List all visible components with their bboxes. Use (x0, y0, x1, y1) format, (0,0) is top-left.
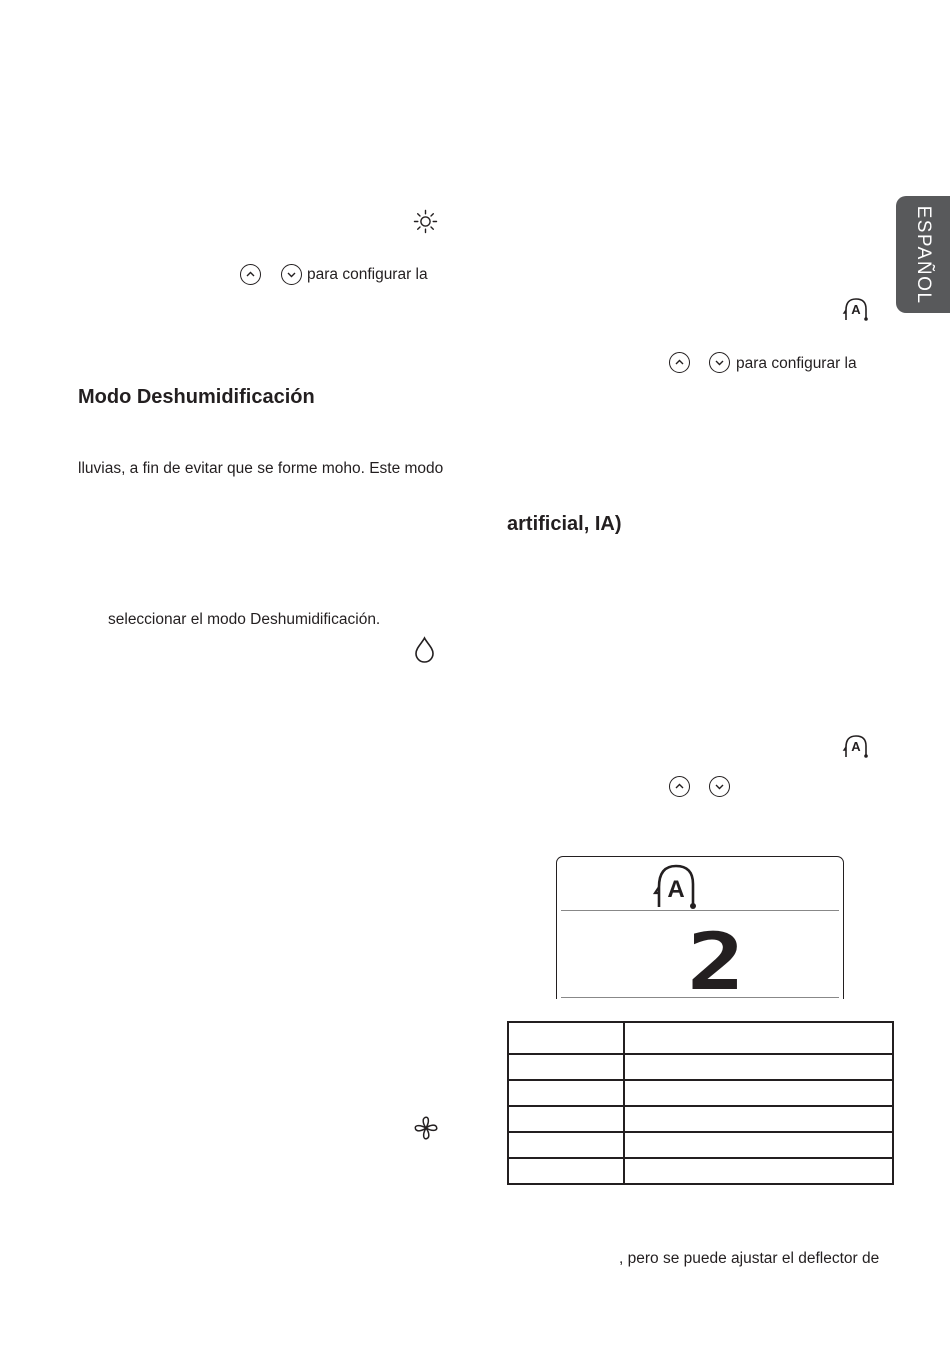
svg-text:A: A (851, 302, 861, 317)
up-button-icon-2 (669, 352, 690, 373)
sun-icon (413, 209, 438, 234)
lcd-digit-text: 2 (687, 916, 745, 1008)
right-configure-text: para configurar la (736, 355, 857, 372)
lcd-ai-icon (653, 863, 703, 911)
table-cell (508, 1158, 624, 1184)
table-cell (624, 1080, 893, 1106)
svg-text:A: A (851, 739, 861, 754)
dehumid-heading: Modo Deshumidificación (78, 386, 315, 408)
lcd-divider-bottom (561, 997, 839, 998)
ai-head-icon-2 (843, 734, 871, 760)
language-tab (896, 196, 950, 313)
water-drop-icon (413, 636, 436, 663)
table-cell (508, 1080, 624, 1106)
down-button-icon-3 (709, 776, 730, 797)
lcd-digit (687, 916, 745, 1008)
table-header-cell (624, 1022, 893, 1054)
table-cell (508, 1054, 624, 1080)
fan-speed-table (507, 1021, 894, 1185)
table-header-cell (508, 1022, 624, 1054)
rains-text: lluvias, a fin de evitar que se forme moho. Este modo (78, 460, 444, 477)
left-configure-text: para configurar la (307, 266, 428, 283)
ai-heading: artificial, IA) (507, 513, 622, 535)
language-tab-label: ESPAÑOL (913, 205, 934, 304)
deflector-text: , pero se puede ajustar el deflector de (619, 1250, 880, 1267)
fan-icon (413, 1115, 439, 1141)
table-cell (624, 1158, 893, 1184)
down-button-icon-2 (709, 352, 730, 373)
down-button-icon (281, 264, 302, 285)
select-dehumid-text: seleccionar el modo Deshumidificación. (108, 611, 381, 628)
table-cell (508, 1106, 624, 1132)
table-cell (624, 1106, 893, 1132)
up-button-icon-3 (669, 776, 690, 797)
table-cell (624, 1132, 893, 1158)
table-cell (508, 1132, 624, 1158)
ai-head-icon (843, 297, 871, 323)
lcd-ai-letter: A (667, 876, 685, 903)
table-cell (624, 1054, 893, 1080)
lcd-display (556, 856, 844, 1008)
up-button-icon (240, 264, 261, 285)
lcd-divider-top (561, 910, 839, 911)
